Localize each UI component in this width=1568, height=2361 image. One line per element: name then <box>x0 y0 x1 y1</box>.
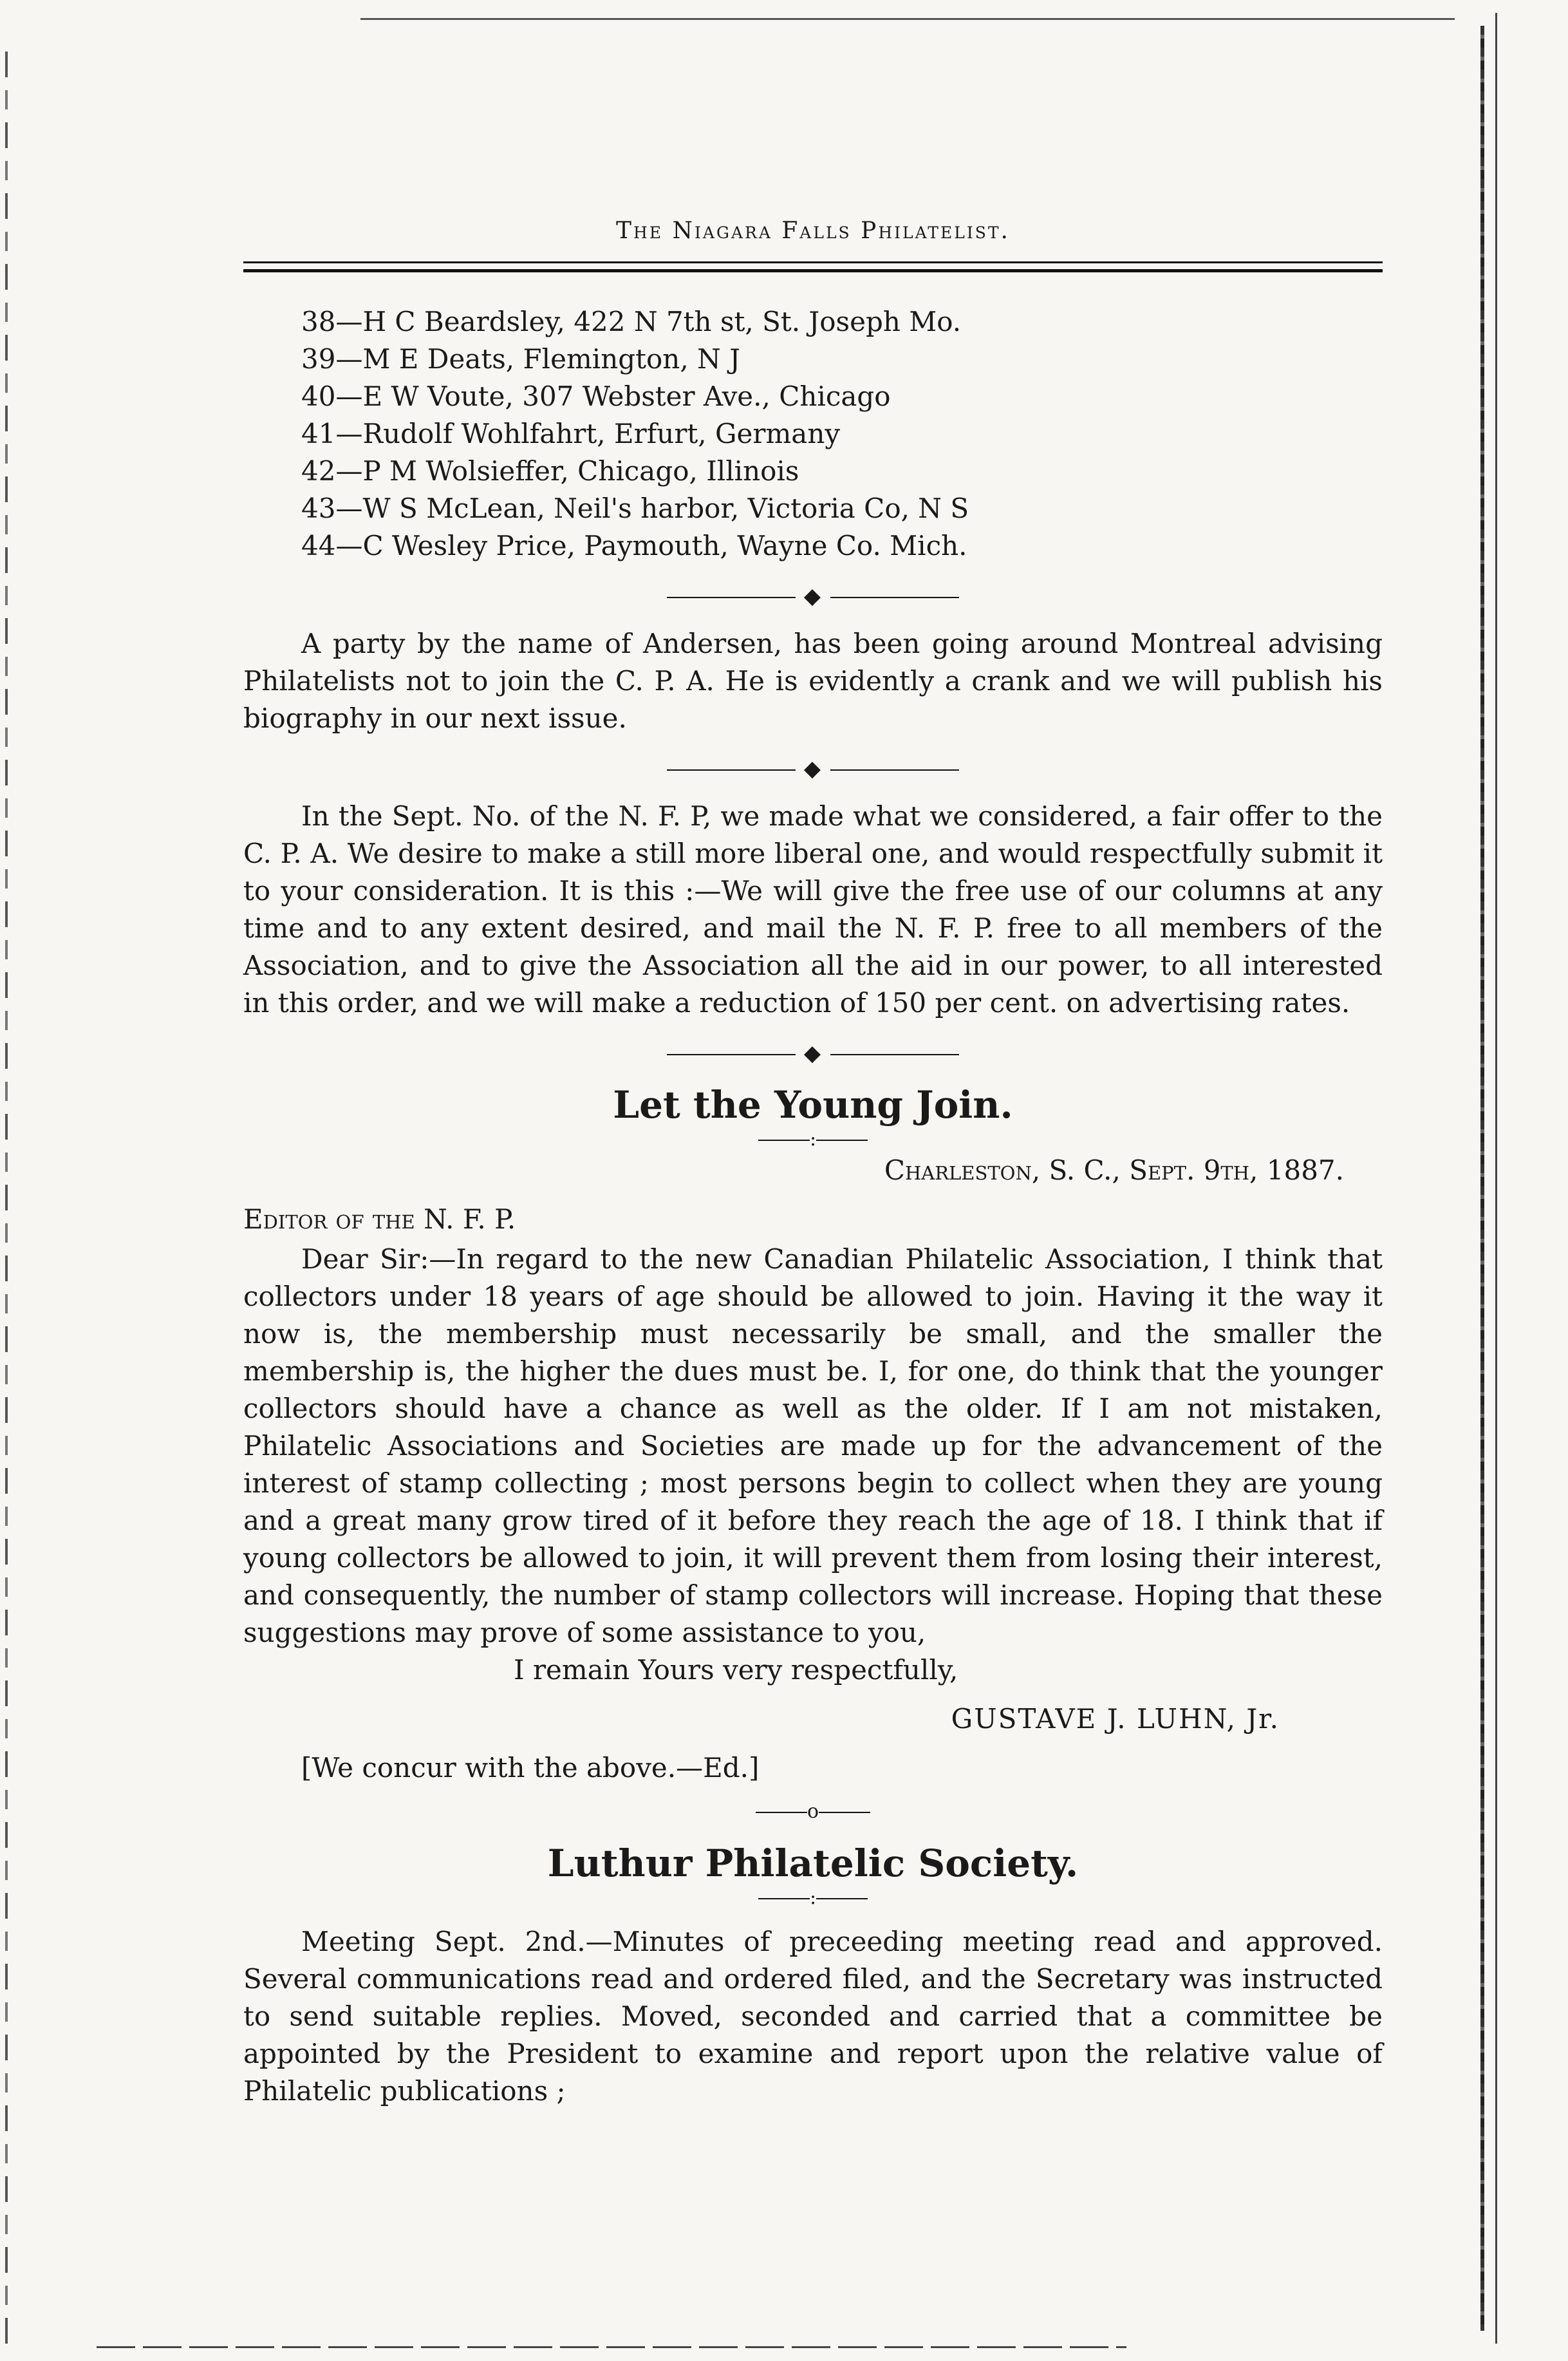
section-divider: ◆ <box>243 758 1383 780</box>
letter-dateline: Charleston, S. C., Sept. 9th, 1887. <box>884 1154 1344 1186</box>
society-minutes: Meeting Sept. 2nd.—Minutes of preceeding meeting read and approved. Several communications read and ordered filed, and the Secretary was instructed to send suitable replies. Moved, seconded and carried that a committee be appointed by the President to examine and report upon the relative value of Philatelic publications ; <box>243 1926 1383 2107</box>
section-divider: ◆ <box>243 585 1383 607</box>
offer-paragraph: In the Sept. No. of the N. F. P, we made what we considered, a fair offer to the C. P. A. We desire to make a still more liberal one, and would respectfully submit it to your consideration. It is this :—We will give the free use of our columns at any time and to any extent desired, and mail the N. F. P. free to all members of the Association, and to give the Association all the aid in our power, to all interested in this order, and we will make a reduction of 150 per cent. on advertising rates. <box>243 800 1383 1019</box>
scan-border-top <box>360 18 1455 20</box>
letter-signature: GUSTAVE J. LUHN, Jr. <box>951 1703 1280 1735</box>
scan-border-bottom <box>97 2346 1126 2348</box>
letter-closing: I remain Yours very respectfully, <box>514 1654 958 1686</box>
member-entry: 39—M E Deats, Flemington, N J <box>301 343 740 375</box>
member-entry: 44—C Wesley Price, Paymouth, Wayne Co. Mich. <box>301 530 967 561</box>
scan-border-right <box>1480 26 1484 2331</box>
running-head: The Niagara Falls Philatelist. <box>616 218 1010 244</box>
andersen-paragraph: A party by the name of Andersen, has been going around Montreal advising Philatelists not to join the C. P. A. He is evidently a crank and we will publish his biography in our next issue. <box>243 628 1383 734</box>
scan-border-left <box>5 52 8 2344</box>
header-rule <box>243 261 1383 272</box>
letter-body: Dear Sir:—In regard to the new Canadian Philatelic Association, I think that collectors under 18 years of age should be allowed to join. Having it the way it now is, the membership must necessarily be small, and the smaller the membership is, the higher the dues must be. I, for one, do think that the younger collectors should have a chance as well as the older. If I am not mistaken, Philatelic Associations and Societies are made up for the advancement of the interest of stamp collecting ; most persons begin to collect when they are young and a great many grow tired of it before they reach the age of 18. I think that if young collectors be allowed to join, it will prevent them from losing their interest, and consequently, the number of stamp collectors will increase. Hoping that these suggestions may prove of some assistance to you, <box>243 1243 1383 1648</box>
letter-title: Let the Young Join. <box>613 1083 1013 1127</box>
section-divider: ◆ <box>243 1042 1383 1064</box>
editor-note: [We concur with the above.—Ed.] <box>301 1752 760 1783</box>
scan-border-right-outer <box>1495 13 1497 2344</box>
member-entry: 41—Rudolf Wohlfahrt, Erfurt, Germany <box>301 418 841 449</box>
member-entry: 42—P M Wolsieffer, Chicago, Illinois <box>301 455 799 487</box>
letter-addressee: Editor of the N. F. P. <box>243 1203 516 1235</box>
member-entry: 43—W S McLean, Neil's harbor, Victoria Co, N S <box>301 493 969 524</box>
title-ornament: : <box>243 1888 1383 1908</box>
member-entry: 40—E W Voute, 307 Webster Ave., Chicago <box>301 381 891 412</box>
title-ornament: : <box>243 1130 1383 1149</box>
member-list <box>243 303 1383 565</box>
section-divider: o <box>243 1802 1383 1821</box>
page-content <box>243 212 1383 2110</box>
society-title: Luthur Philatelic Society. <box>547 1841 1079 1885</box>
member-entry: 38—H C Beardsley, 422 N 7th st, St. Joseph Mo. <box>301 306 962 337</box>
